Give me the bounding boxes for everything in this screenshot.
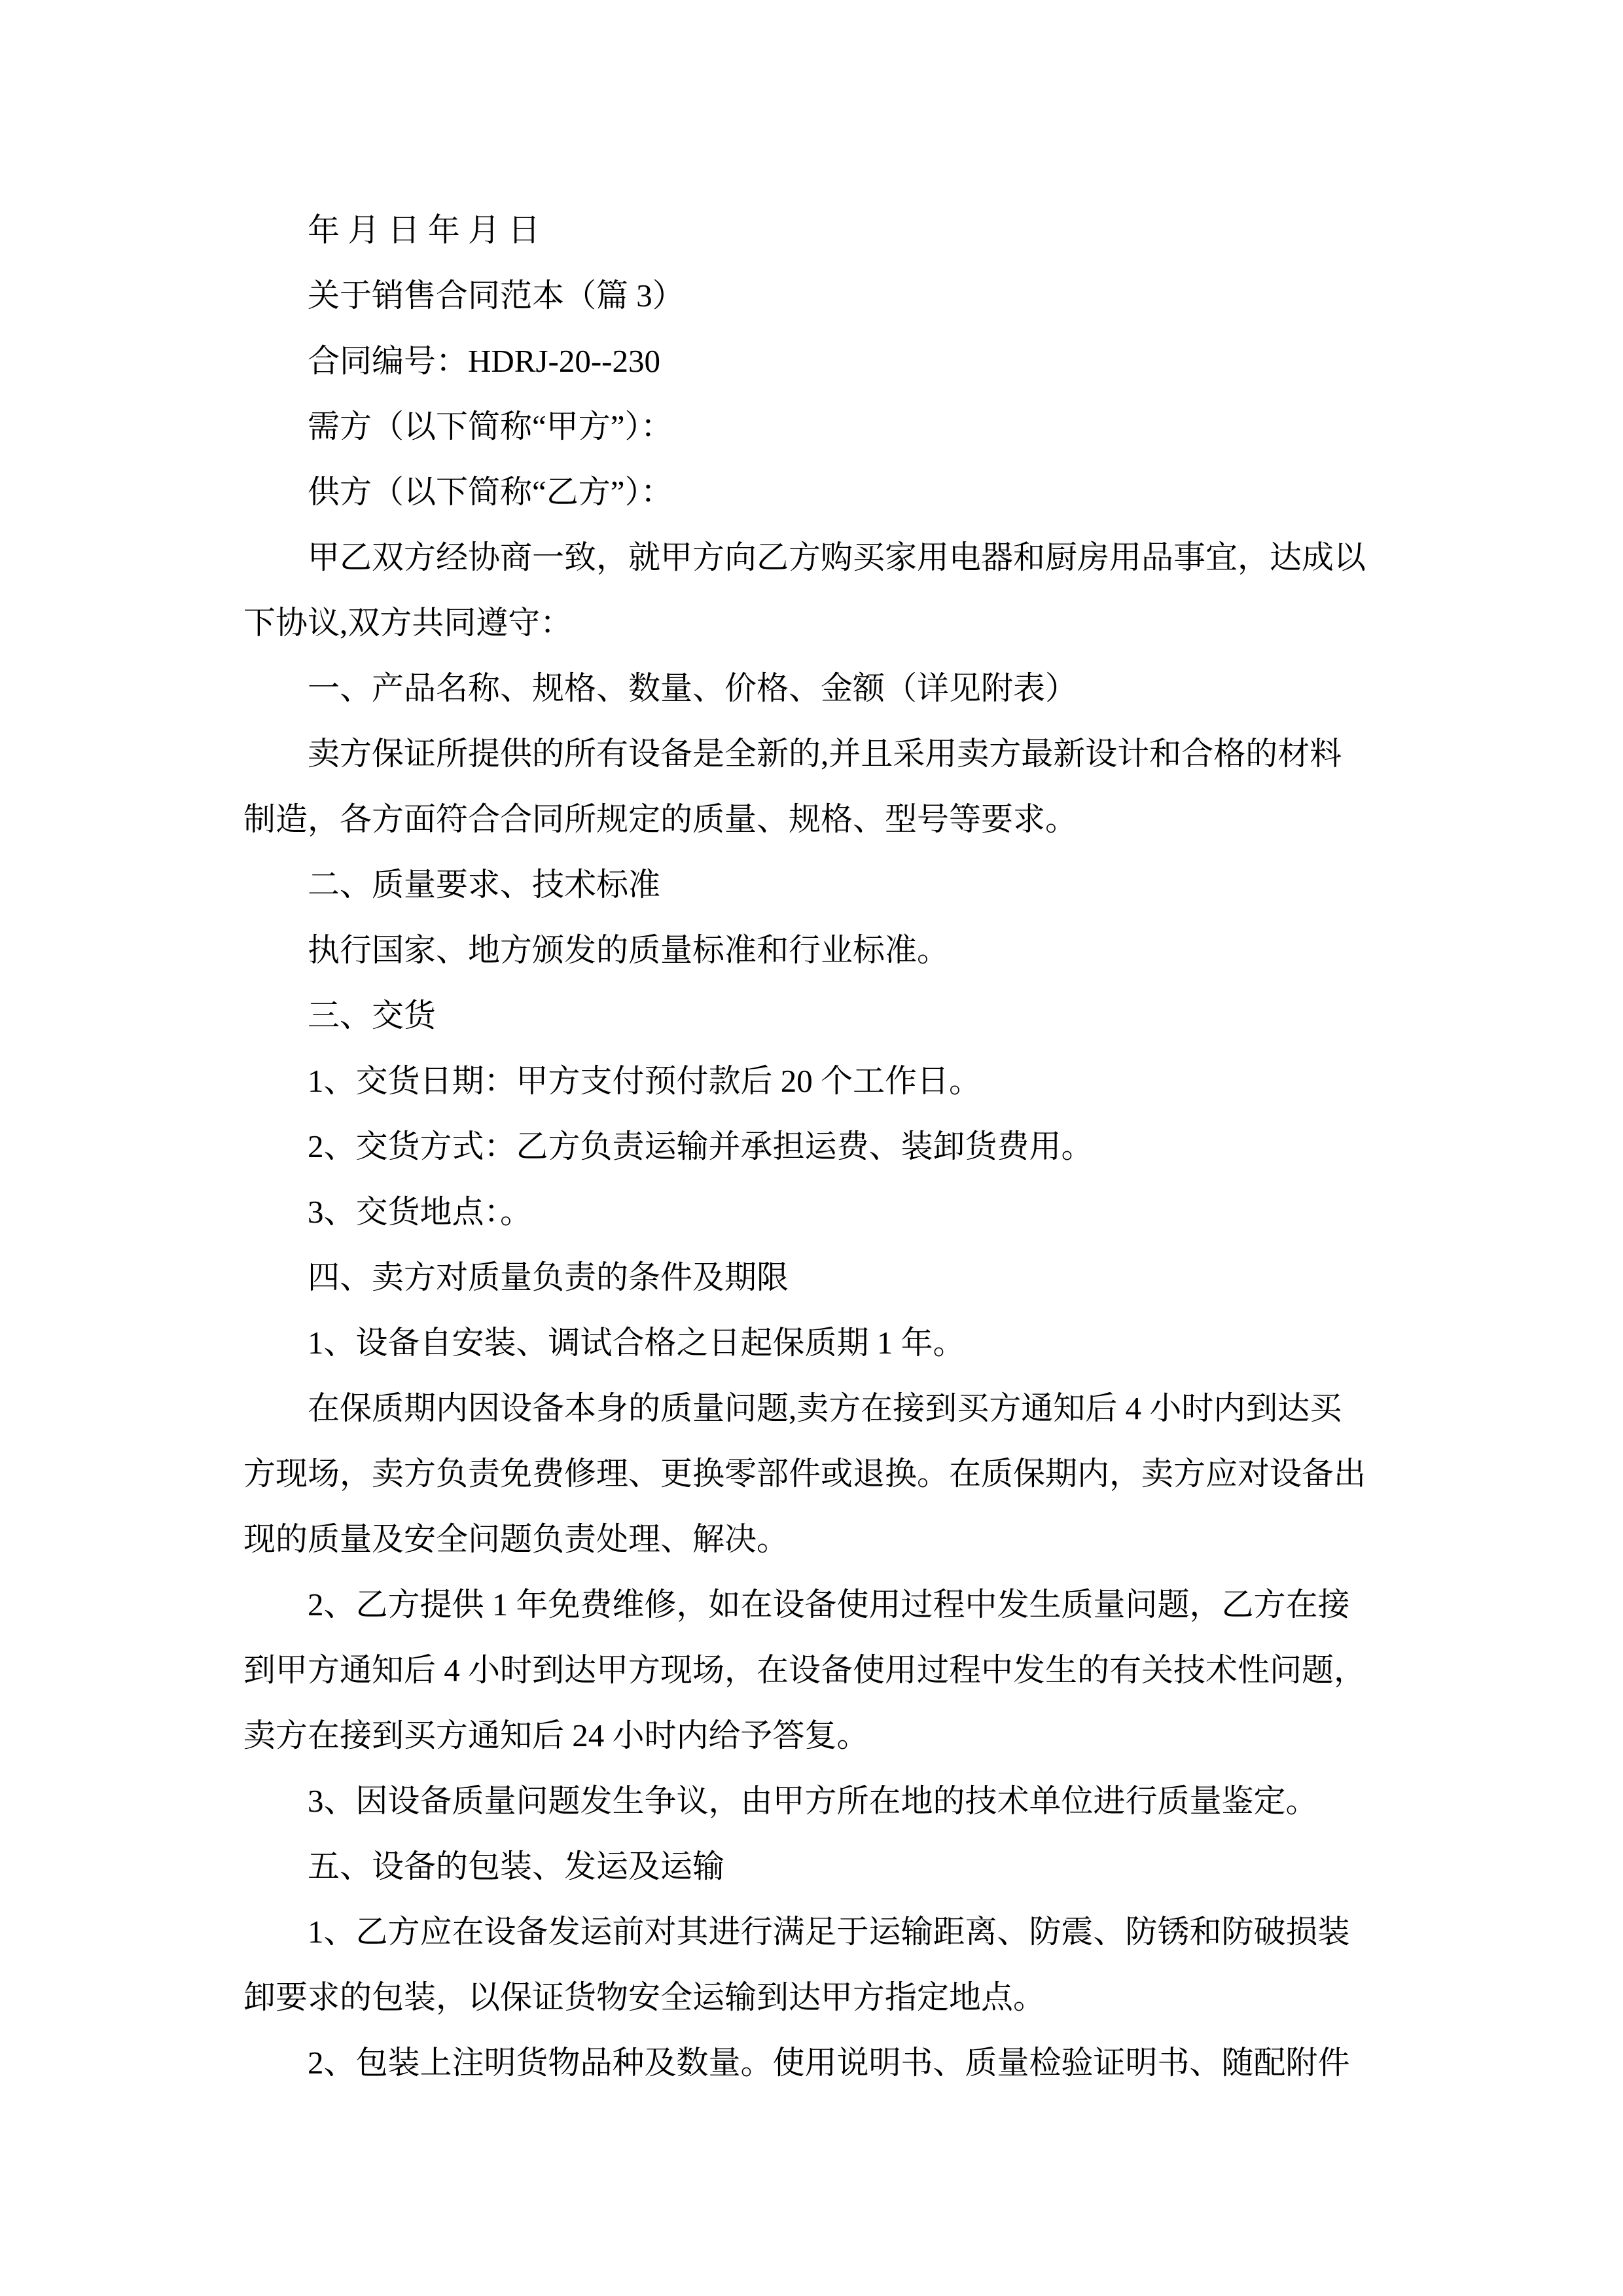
document-line: 年 月 日 年 月 日 [308,212,541,248]
document-line: 1、交货日期：甲方支付预付款后 20 个工作日。 [308,1063,982,1099]
document-line: 卖方保证所提供的所有设备是全新的,并且采用卖方最新设计和合格的材料 [308,736,1342,772]
document-line: 二、质量要求、技术标准 [308,867,661,903]
document-line: 2、乙方提供 1 年免费维修，如在设备使用过程中发生质量问题，乙方在接 [308,1587,1350,1623]
document-line: 下协议,双方共同遵守： [243,605,573,641]
document-line: 甲乙双方经协商一致，就甲方向乙方购买家用电器和厨房用品事宜，达成以 [308,539,1366,575]
document-line: 合同编号：HDRJ-20--230 [308,343,660,379]
document-line: 四、卖方对质量负责的条件及期限 [308,1259,789,1295]
document-line: 执行国家、地方颁发的质量标准和行业标准。 [308,932,950,968]
document-line: 3、因设备质量问题发生争议，由甲方所在地的技术单位进行质量鉴定。 [308,1783,1318,1819]
document-line: 供方（以下简称“乙方”）： [308,474,673,510]
document-line: 到甲方通知后 4 小时到达甲方现场，在设备使用过程中发生的有关技术性问题， [243,1652,1366,1688]
document-line: 2、包装上注明货物品种及数量。使用说明书、质量检验证明书、随配附件 [308,2045,1350,2081]
document-line: 卖方在接到买方通知后 24 小时内给予答复。 [243,1717,869,1753]
document-line: 制造，各方面符合合同所规定的质量、规格、型号等要求。 [243,801,1078,837]
document-line: 在保质期内因设备本身的质量问题,卖方在接到买方通知后 4 小时内到达买 [308,1390,1342,1426]
document-line: 方现场，卖方负责免费修理、更换零部件或退换。在质保期内，卖方应对设备出 [243,1456,1366,1492]
document-line: 一、产品名称、规格、数量、价格、金额（详见附表） [308,670,1078,706]
document-line: 1、乙方应在设备发运前对其进行满足于运输距离、防震、防锈和防破损装 [308,1914,1350,1950]
document-line: 3、交货地点：。 [308,1194,533,1230]
document-line: 三、交货 [308,997,437,1033]
document-line: 2、交货方式：乙方负责运输并承担运费、装卸货费用。 [308,1128,1094,1164]
document-line: 五、设备的包装、发运及运输 [308,1848,725,1884]
document-line: 现的质量及安全问题负责处理、解决。 [243,1521,789,1557]
document-line: 1、设备自安装、调试合格之日起保质期 1 年。 [308,1325,965,1361]
document-line: 关于销售合同范本（篇 3） [308,278,685,314]
document-line: 需方（以下简称“甲方”）： [308,408,673,444]
document-line: 卸要求的包装，以保证货物安全运输到达甲方指定地点。 [243,1979,1046,2015]
contract-document [243,198,1387,2096]
